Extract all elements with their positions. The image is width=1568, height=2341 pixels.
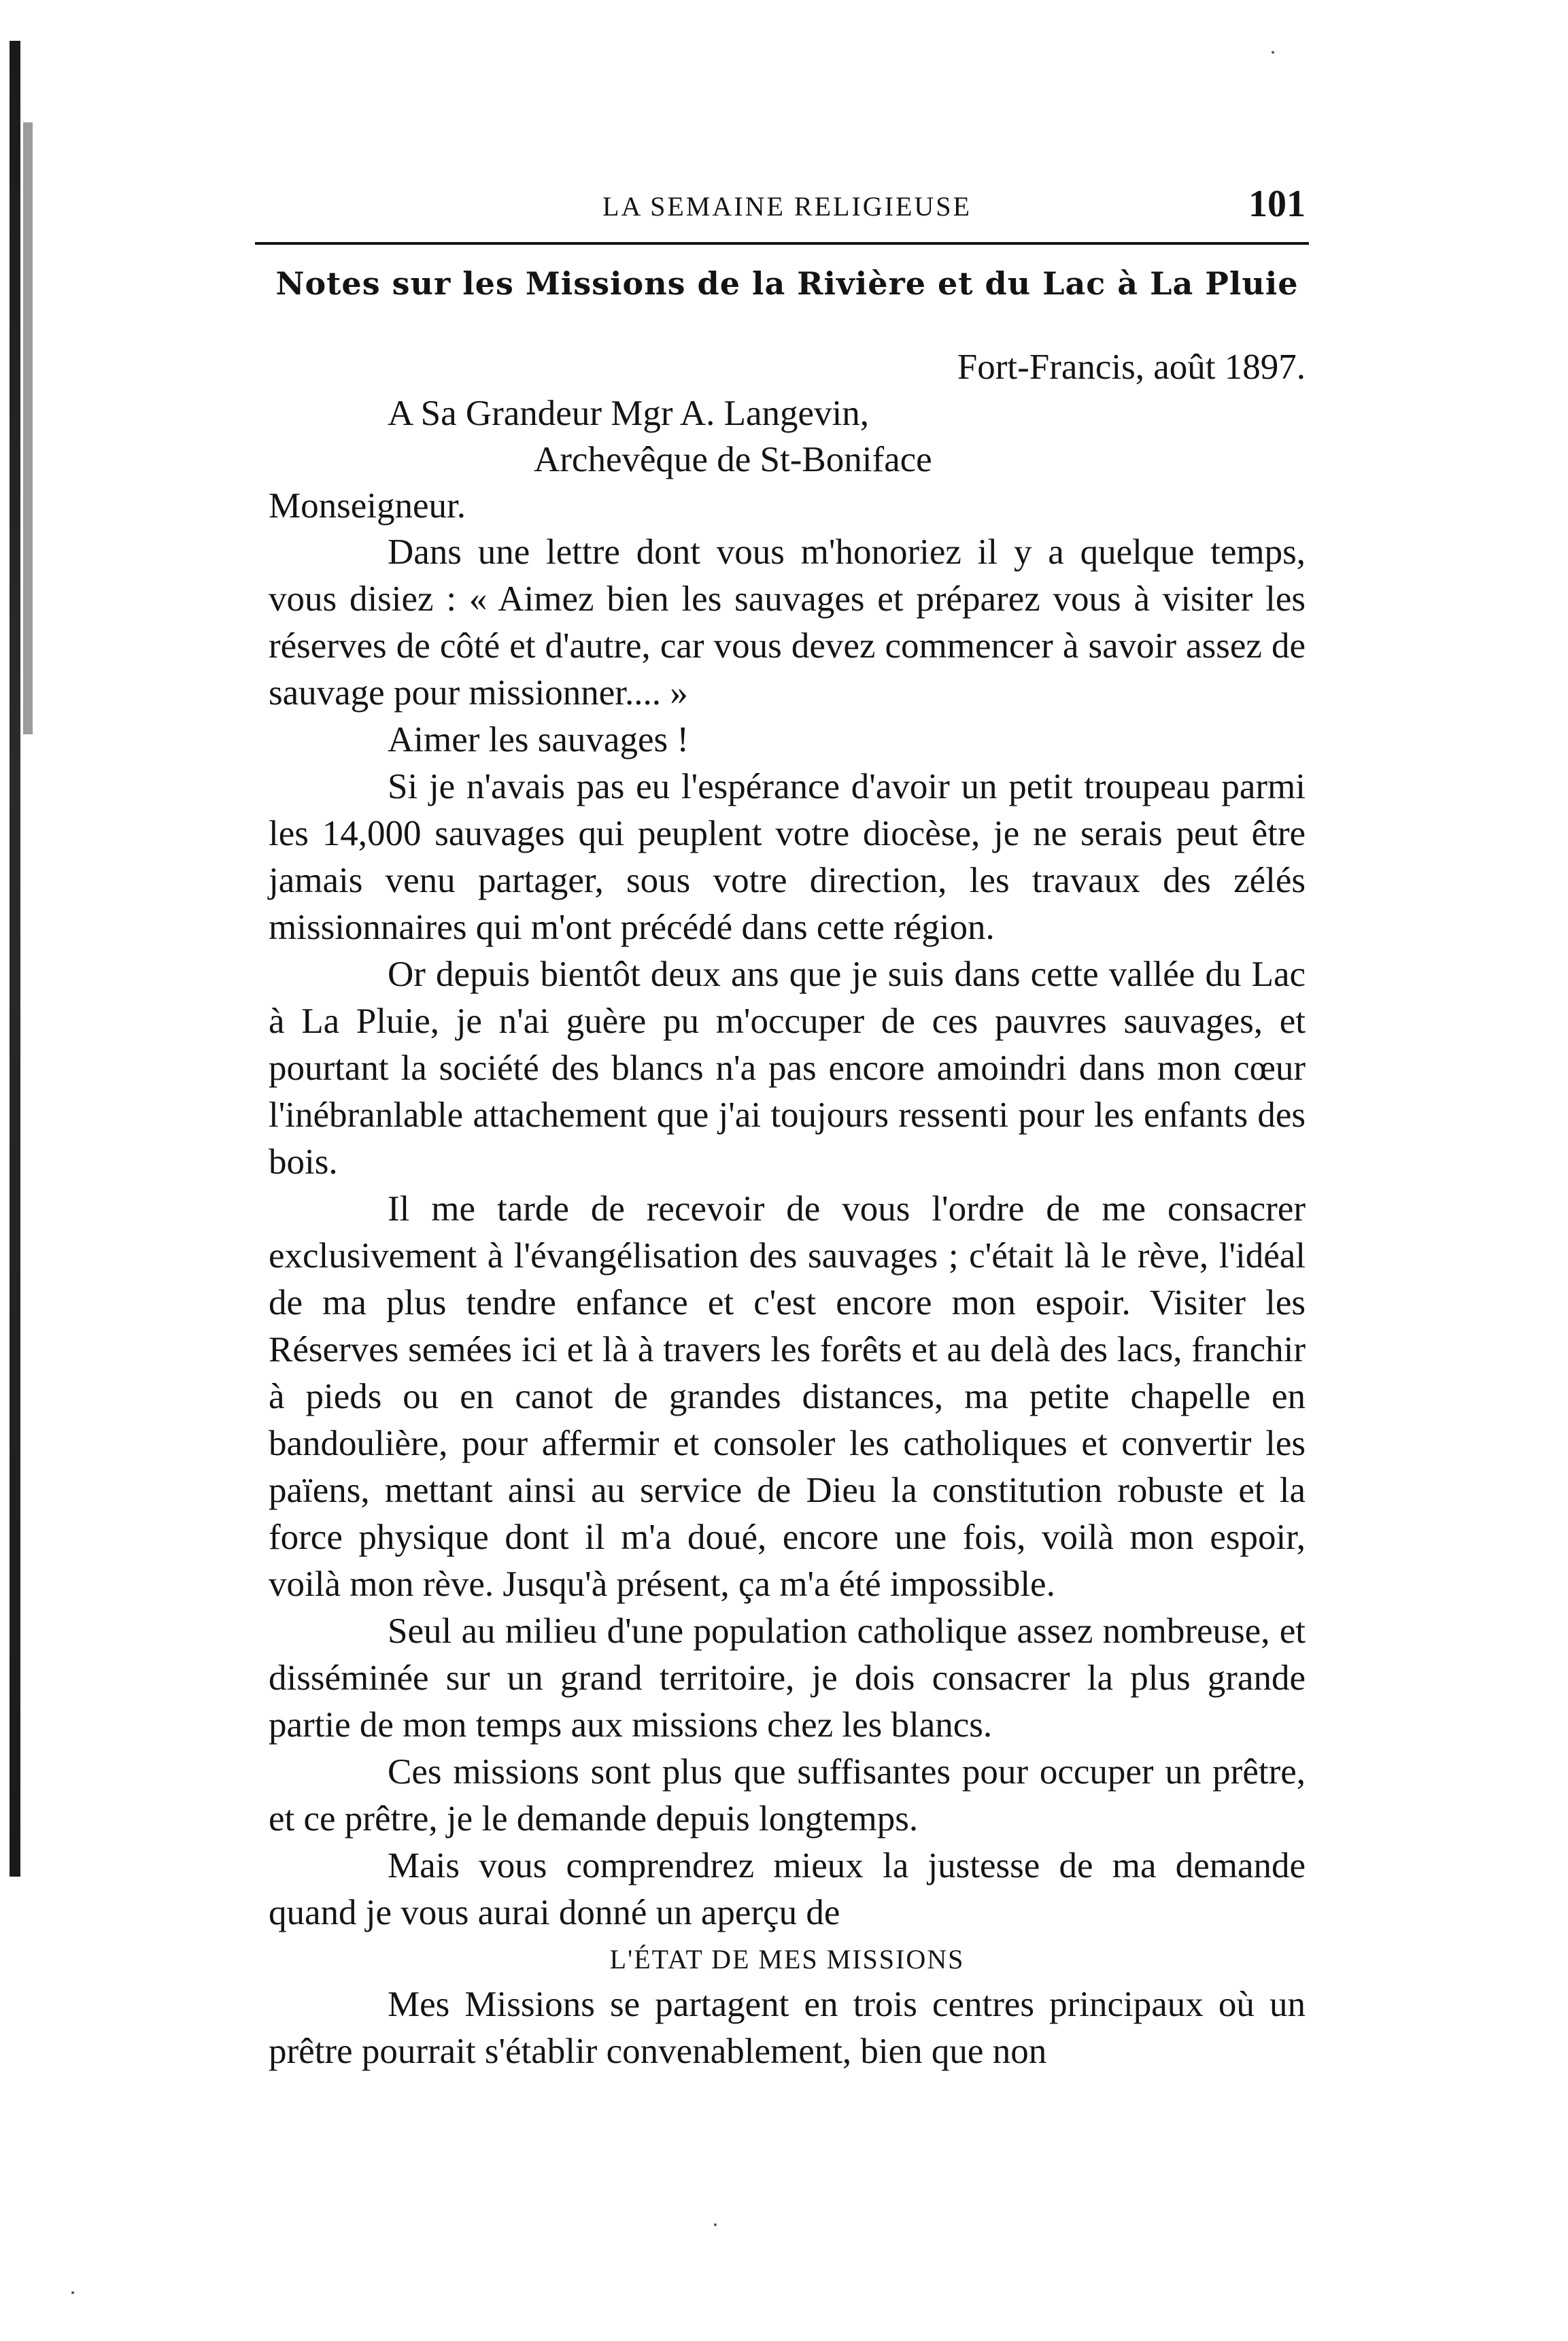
paragraph: Il me tarde de recevoir de vous l'ordre de me consacrer exclusivement à l'évangélisation des sauvages ; c'était là le rève, l'idéal de ma plus tendre enfance et c'est encore mon espoir. Visiter les Réserves semées ici et là à travers les forêts et au delà des lacs, franchir à pieds ou en canot de grandes distances, ma petite chapelle en bandoulière, pour affermir et consoler les catholiques et convertir les païens, mettant ainsi au service de Dieu la constitution robuste et la force physique dont il m'a doué, encore une fois, voilà mon espoir, voilà mon rève. Jusqu'à présent, ça m'a été impossible. [269,1189,1306,1604]
header-rule [255,242,1309,245]
greeting: Monseigneur. [269,486,466,526]
article-title: Notes sur les Missions de la Rivière et du Lac à La Pluie [275,265,1299,302]
dateline: Fort-Francis, août 1897. [957,347,1306,387]
scan-speck [71,2291,74,2294]
paragraph: Dans une lettre dont vous m'honoriez il y a quelque temps, vous disiez : « Aimez bien les sauvages et préparez vous à visiter les réserves de côté et d'autre, car vous devez commencer à savoir assez de sauvage pour missionner.... » [269,532,1306,713]
salutation-title: Archevêque de St-Boniface [534,440,932,479]
paragraph: Seul au milieu d'une population catholique assez nombreuse, et disséminée sur un grand territoire, je dois consacrer la plus grande partie de mon temps aux missions chez les blancs. [269,1611,1306,1745]
running-title: LA SEMAINE RELIGIEUSE [602,191,972,222]
scan-speck [714,2223,717,2226]
scan-binding-edge [10,41,20,1877]
page-header [269,170,1306,224]
paragraph: Ces missions sont plus que suffisantes pour occuper un prêtre, et ce prêtre, je le demande depuis longtemps. [269,1752,1306,1839]
scan-speck [1272,51,1274,54]
paragraph: Or depuis bientôt deux ans que je suis dans cette vallée du Lac à La Pluie, je n'ai guère pu m'occuper de ces pauvres sauvages, et pourtant la société des blancs n'a pas encore amoindri dans mon cœur l'inébranlable attachement que j'ai toujours ressenti pour les enfants des bois. [269,955,1306,1182]
paragraph: Aimer les sauvages ! [388,720,689,759]
paragraph: Mes Missions se partagent en trois centres principaux où un prêtre pourrait s'établir convenablement, bien que non [269,1985,1306,2071]
paragraph: Si je n'avais pas eu l'espérance d'avoir un petit troupeau parmi les 14,000 sauvages qui peuplent votre diocèse, je ne serais peut être jamais venu partager, sous votre direction, les travaux des zélés missionnaires qui m'ont précédé dans cette région. [269,767,1306,947]
page-number: 101 [1248,183,1306,225]
section-heading: L'ÉTAT DE MES MISSIONS [609,1944,965,1975]
salutation-addressee: A Sa Grandeur Mgr A. Langevin, [388,394,869,433]
scan-binding-shadow [23,122,33,734]
paragraph: Mais vous comprendrez mieux la justesse de ma demande quand je vous aurai donné un aperçu de [269,1846,1306,1932]
document-page [269,170,1306,2075]
letter-body [269,529,1306,2075]
